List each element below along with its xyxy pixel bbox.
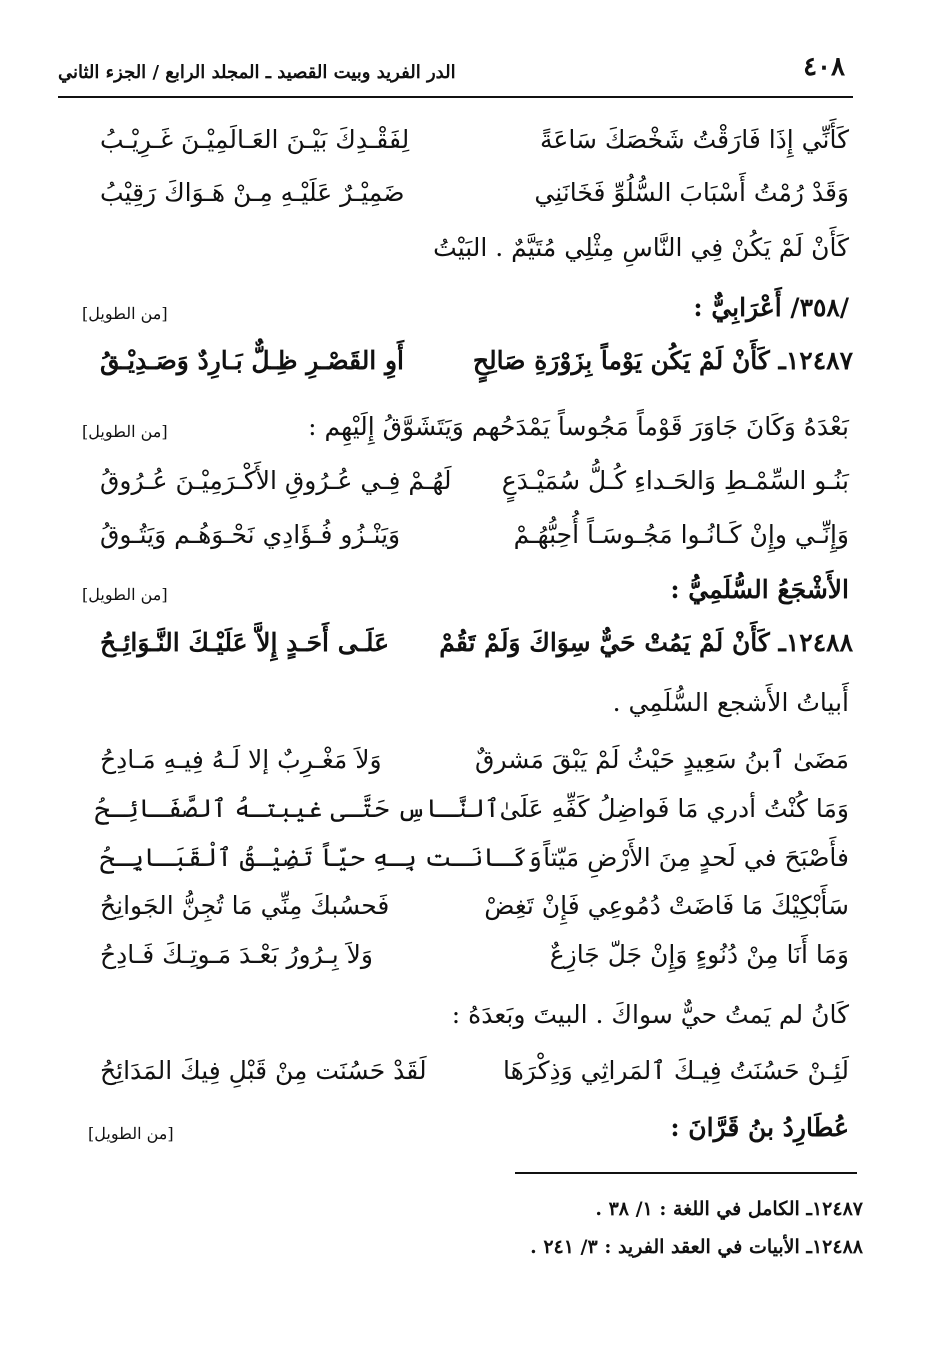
verse-first-hemistich: وَمَا أَنَا مِنْ دُنُوءٍ وَإِنْ جَلّ جَازِعٌ bbox=[549, 940, 849, 969]
poet-heading: عُطَارِدُ بنُ قَرَّانَ : bbox=[670, 1113, 849, 1142]
verse-line-numbered bbox=[100, 346, 853, 394]
prose-line: بَعْدَهُ وَكَانَ جَاوَرَ قَوْماً مَجُوساً يَمْدَحُهم وَيَتَشَوَّقُ إِلَيْهِم : bbox=[308, 412, 849, 441]
verse-line bbox=[100, 466, 849, 514]
verse-second-hemistich: وَلاَ مَغْـرِبٌ إلا لَـهُ فِيـهِ مَـادِحُ bbox=[100, 745, 382, 774]
verse-first-hemistich: فأَصْبَحَ في لَحدٍ مِنَ الأَرْضِ مَيّتاً bbox=[543, 843, 849, 872]
verse-second-hemistich: وَلاَ بِـرُورُ بَعْـدَ مَـوتِـكَ فَـادِحُ bbox=[100, 940, 373, 969]
verse-first-hemistich: ١٢٤٨٧ـ كَأَنْ لَمْ يَكُن يَوْماً بِزَوْرَةِ صَالِحٍ bbox=[472, 346, 853, 375]
meter-label: [من الطويل] bbox=[88, 1124, 174, 1143]
prose-line: كَأَنْ لَمْ يَكُنْ فِي النَّاسِ مِثْلِي مُتَيَّمٌ . البَيْتُ bbox=[433, 233, 849, 262]
prose-line: أَبياتُ الأَشجع السُّلَمِي . bbox=[612, 688, 849, 717]
footnote-rule bbox=[515, 1172, 857, 1174]
verse-second-hemistich: لَهُـمْ فِـي عُـرُوقِ الأَكْـرَمِيْـنَ عُـرُوقُ bbox=[100, 466, 452, 495]
verse-line bbox=[100, 891, 849, 939]
meter-label: [من الطويل] bbox=[82, 422, 168, 441]
verse-second-hemistich: وَكَـانَـت بِـهِ حيّاً تَضِيْـقُ ٱلْقَبَـايِـحُ bbox=[100, 843, 542, 872]
footnote: ١٢٤٨٨ـ الأبيات في العقد الفريد : ٣/ ٢٤١ . bbox=[530, 1236, 863, 1258]
meter-label: [من الطويل] bbox=[82, 304, 168, 323]
verse-second-hemistich: عَلَـى أَحَـدٍ إِلاَّ عَلَيْـكَ النَّـوَائِـحُ bbox=[100, 628, 390, 657]
poet-heading: الأَشْجَعُ السُّلَمِيُّ : bbox=[670, 575, 849, 604]
verse-first-hemistich: ١٢٤٨٨ـ كَأَنْ لَمْ يَمُتْ حَيٌّ سِوَاكَ وَلَمْ تَقُمْ bbox=[439, 628, 853, 657]
running-title: الدر الفريد وبيت القصيد ـ المجلد الرابع / الجزء الثاني bbox=[58, 62, 456, 83]
header-rule bbox=[58, 96, 853, 98]
verse-first-hemistich: كَأَنِّي إِذَا فَارَقْتُ شَخْصَكَ سَاعَةً bbox=[540, 125, 849, 154]
verse-first-hemistich: مَضَىٰ ٱبنُ سَعِيدٍ حَيْثُ لَمْ يَبْقَ مَشرقٌ bbox=[475, 745, 849, 774]
verse-line bbox=[100, 178, 849, 226]
verse-second-hemistich: ضَمِيْـرٌ عَلَيْـهِ مِـنْ هَـوَاكَ رَقِيْبُ bbox=[100, 178, 405, 207]
verse-first-hemistich: سَأَبْكِيْكَ مَا فَاضَتْ دُمُوعِي فَإِنْ تَغِضْ bbox=[484, 891, 849, 920]
verse-line bbox=[100, 940, 849, 988]
verse-line bbox=[100, 520, 849, 568]
verse-line bbox=[100, 1056, 849, 1104]
verse-line bbox=[100, 843, 849, 891]
verse-first-hemistich: وَمَا كُنْتُ أدري مَا فَواضِلُ كَفِّهِ عَلَىٰ bbox=[499, 794, 849, 823]
meter-label: [من الطويل] bbox=[82, 585, 168, 604]
verse-second-hemistich: لِفَقْـدِكَ بَيْـنَ العَـالَمِيْـنَ غَـرِيْـبُ bbox=[100, 125, 410, 154]
verse-first-hemistich: وَقَدْ رُمْتُ أَسْبَابَ السُّلُوِّ فَخَانَنِي bbox=[534, 178, 849, 207]
verse-first-hemistich: بَنُـو السِّمْـطِ وَالحَـداءِ كُـلُّ سُمَيْـدَعٍ bbox=[501, 466, 849, 495]
verse-line bbox=[100, 125, 849, 173]
verse-second-hemistich: وَيَنْـزُو فُـؤَادِي نَحْـوَهُـم وَيَتُـوقُ bbox=[100, 520, 401, 549]
verse-second-hemistich: لَقَدْ حَسُنَت مِنْ قَبْلِ فِيكَ المَدَائِحُ bbox=[100, 1056, 427, 1085]
page-number: ٤٠٨ bbox=[803, 52, 845, 82]
verse-second-hemistich: ٱلنَّـاسِ حَتَّـى غيبتـهُ ٱلصَّفَـائِـحُ bbox=[94, 794, 500, 823]
verse-line bbox=[94, 794, 849, 842]
verse-first-hemistich: لَئِـنْ حَسُنَتُ فِيـكَ ٱلمَراثِي وَذِكْرَهَا bbox=[503, 1056, 849, 1085]
prose-line: كَانُ لم يَمتُ حيٌّ سواكَ . البيتَ وبَعدَهُ : bbox=[451, 1000, 849, 1029]
verse-first-hemistich: وَإِنِّـي وإِنْ كَـانُـوا مَجُـوسَـاً أُحِبُّهُـمْ bbox=[513, 520, 849, 549]
poet-heading: /٣٥٨/ أَعْرَابِيٌّ : bbox=[693, 293, 849, 322]
verse-second-hemistich: فَحسُبكَ مِنِّي مَا تُجِنُّ الجَوانِحُ bbox=[100, 891, 390, 920]
verse-line-numbered bbox=[100, 628, 853, 676]
verse-second-hemistich: أَوِ القَصْـرِ ظِـلٌّ بَـارِدٌ وَصَـدِيْـقُ bbox=[100, 346, 404, 375]
footnote: ١٢٤٨٧ـ الكامل في اللغة : ١/ ٣٨ . bbox=[595, 1198, 863, 1220]
verse-line bbox=[100, 745, 849, 793]
